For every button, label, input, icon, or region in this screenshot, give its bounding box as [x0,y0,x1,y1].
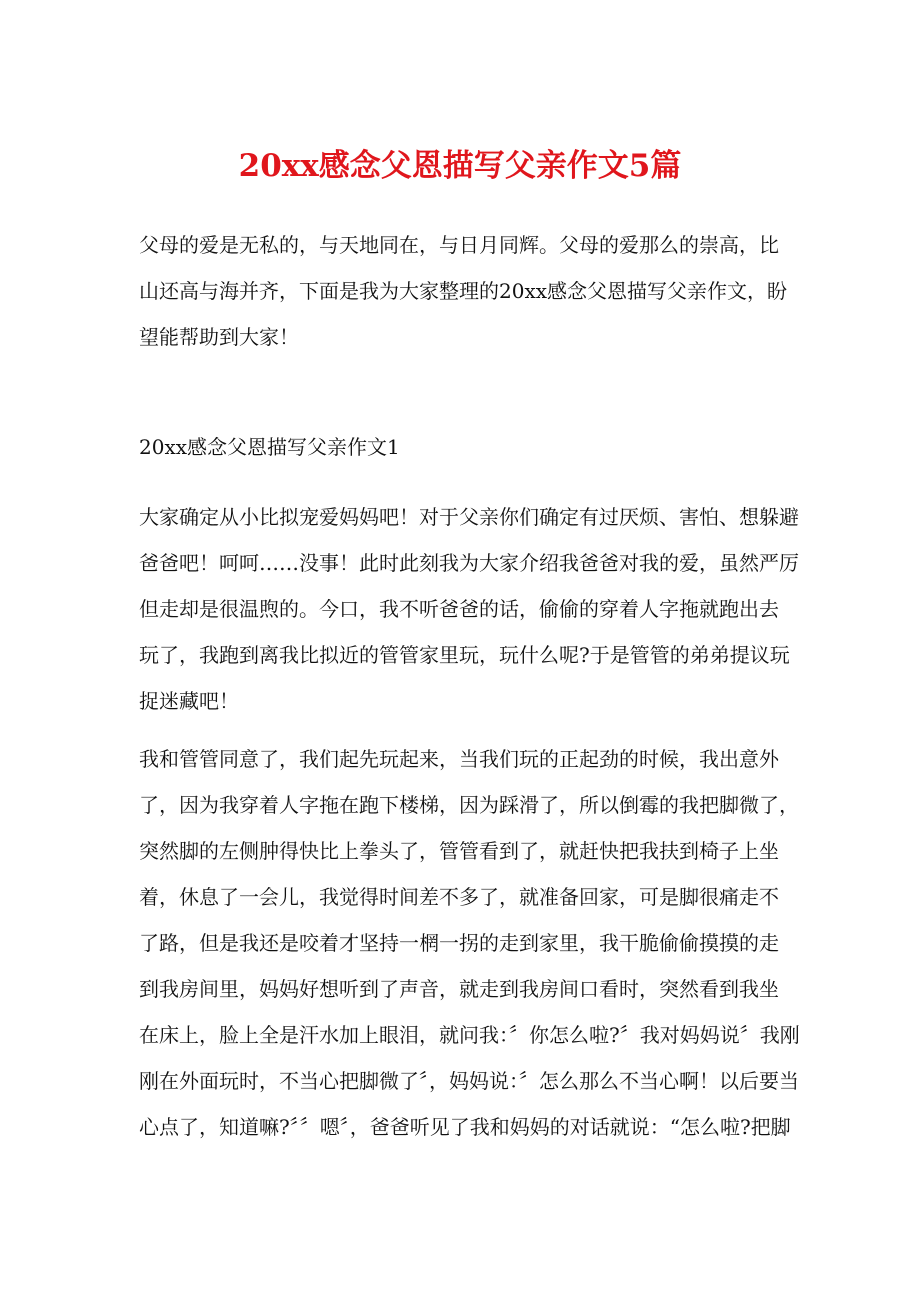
section-heading: 20xx感念父恩描写父亲作文1 [139,435,400,459]
paragraph-line: 了路，但是我还是咬着才坚持一棢一拐的走到家里，我干脆偷偷摸摸的走 [139,931,779,955]
paragraph-line: 我和管管同意了，我们起先玩起来，当我们玩的正起劲的时候，我出意外 [139,747,779,771]
paragraph-line: 突然脚的左侧肿得快比上拳头了，管管看到了，就赶快把我扶到椅子上坐 [139,839,779,863]
paragraph-line: 捉迷藏吧！ [139,689,239,713]
paragraph-line: 但走却是很温煦的。今口，我不听爸爸的话，偷偷的穿着人字拖就跑出去 [139,597,779,621]
paragraph-line: 了，因为我穿着人字拖在跑下楼梯，因为踩滑了，所以倒霉的我把脚微了， [139,793,799,817]
essay-paragraph-1 [139,494,799,724]
paragraph-line: 心点了，知道嘛?〞〞嗯〞，爸爸听见了我和妈妈的对话就说：“怎么啦?把脚 [139,1115,791,1139]
paragraph-line: 爸爸吧！呵呵……没事！此时此刻我为大家介绍我爸爸对我的爱，虽然严厉 [139,551,799,575]
intro-line: 望能帮助到大家！ [139,325,299,349]
page-title: 20xx感念父恩描写父亲作文5篇 [238,148,682,184]
paragraph-line: 在床上，脸上全是汗水加上眼泪，就问我：〞你怎么啦?〞我对妈妈说〞我刚 [139,1023,800,1047]
intro-paragraph [139,222,789,360]
intro-line: 父母的爱是无私的，与天地同在，与日月同辉。父母的爱那么的崇高，比 [139,233,779,257]
intro-line: 山还高与海并齐，下面是我为大家整理的20xx感念父恩描写父亲作文，盼 [139,279,788,303]
paragraph-line: 着，休息了一会儿，我觉得时间差不多了，就准备回家，可是脚很痛走不 [139,885,779,909]
paragraph-line: 刚在外面玩时，不当心把脚微了〞，妈妈说：〞怎么那么不当心啊！以后要当 [139,1069,799,1093]
paragraph-line: 到我房间里，妈妈好想听到了声音，就走到我房间口看时，突然看到我坐 [139,977,779,1001]
paragraph-line: 玩了，我跑到离我比拟近的管管家里玩，玩什么呢?于是管管的弟弟提议玩 [139,643,790,667]
essay-paragraph-2 [139,736,800,1150]
paragraph-line: 大家确定从小比拟宠爱妈妈吧！对于父亲你们确定有过厌烦、害怕、想躲避 [139,505,799,529]
